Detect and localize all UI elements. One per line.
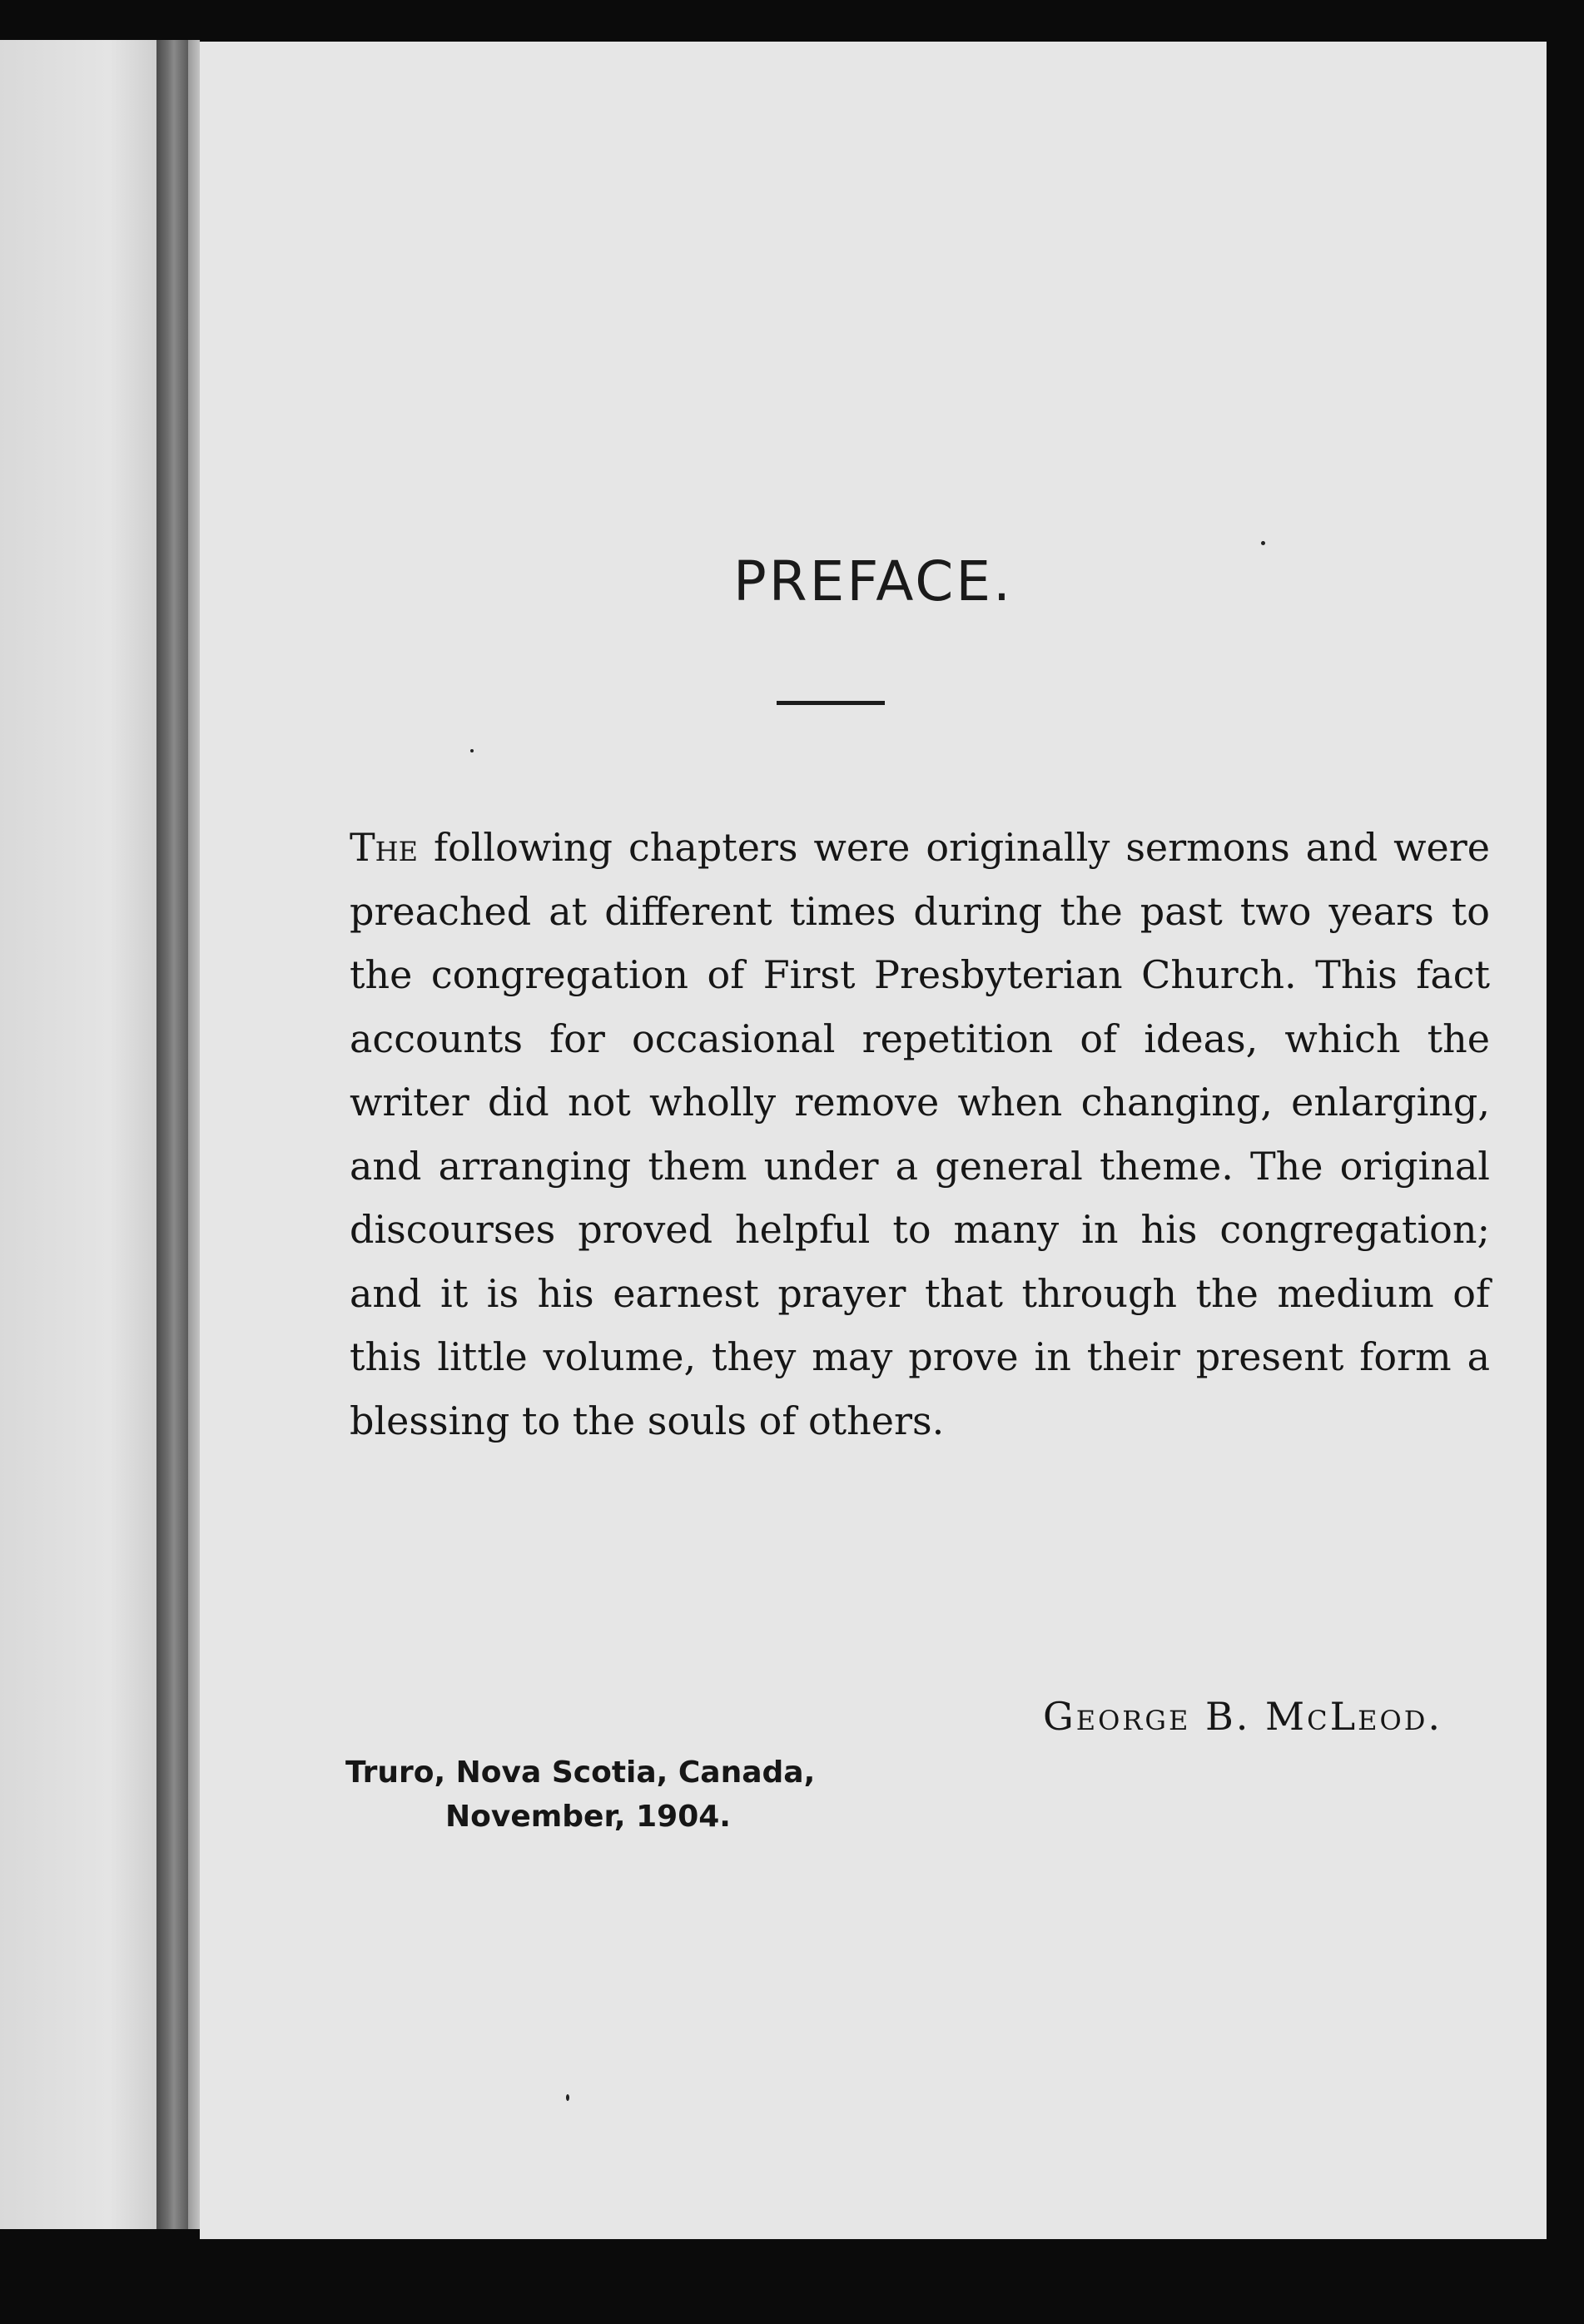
gutter-shadow bbox=[188, 40, 200, 2229]
preface-first-word: The bbox=[350, 825, 418, 870]
left-page-edge bbox=[0, 40, 156, 2229]
page-title: PREFACE. bbox=[732, 549, 1014, 613]
preface-page bbox=[200, 42, 1547, 2239]
place-line: Truro, Nova Scotia, Canada, bbox=[345, 1755, 816, 1790]
preface-body bbox=[350, 816, 1490, 1452]
place-and-date bbox=[345, 1750, 815, 1839]
preface-paragraph: following chapters were originally sermons and were preached at different times during the past two years to the congregation of First Presbyterian Church. This fact accounts for occasional repetition of ideas, which the writer did not wholly remove when changing, enlarging, and arranging them under a general theme. The original discourses proved helpful to many in his congregation; and it is his earnest prayer that through the medium of this little volume, they may prove in their present form a blessing to the souls of others. bbox=[350, 825, 1490, 1443]
date-line: November, 1904. bbox=[445, 1800, 731, 1834]
scan-speck bbox=[1261, 541, 1265, 545]
author-signature: George B. McLeod. bbox=[1042, 1694, 1442, 1739]
scan-speck bbox=[470, 749, 474, 752]
title-divider bbox=[777, 701, 885, 705]
scan-speck bbox=[566, 2094, 569, 2101]
book-gutter bbox=[156, 40, 188, 2229]
